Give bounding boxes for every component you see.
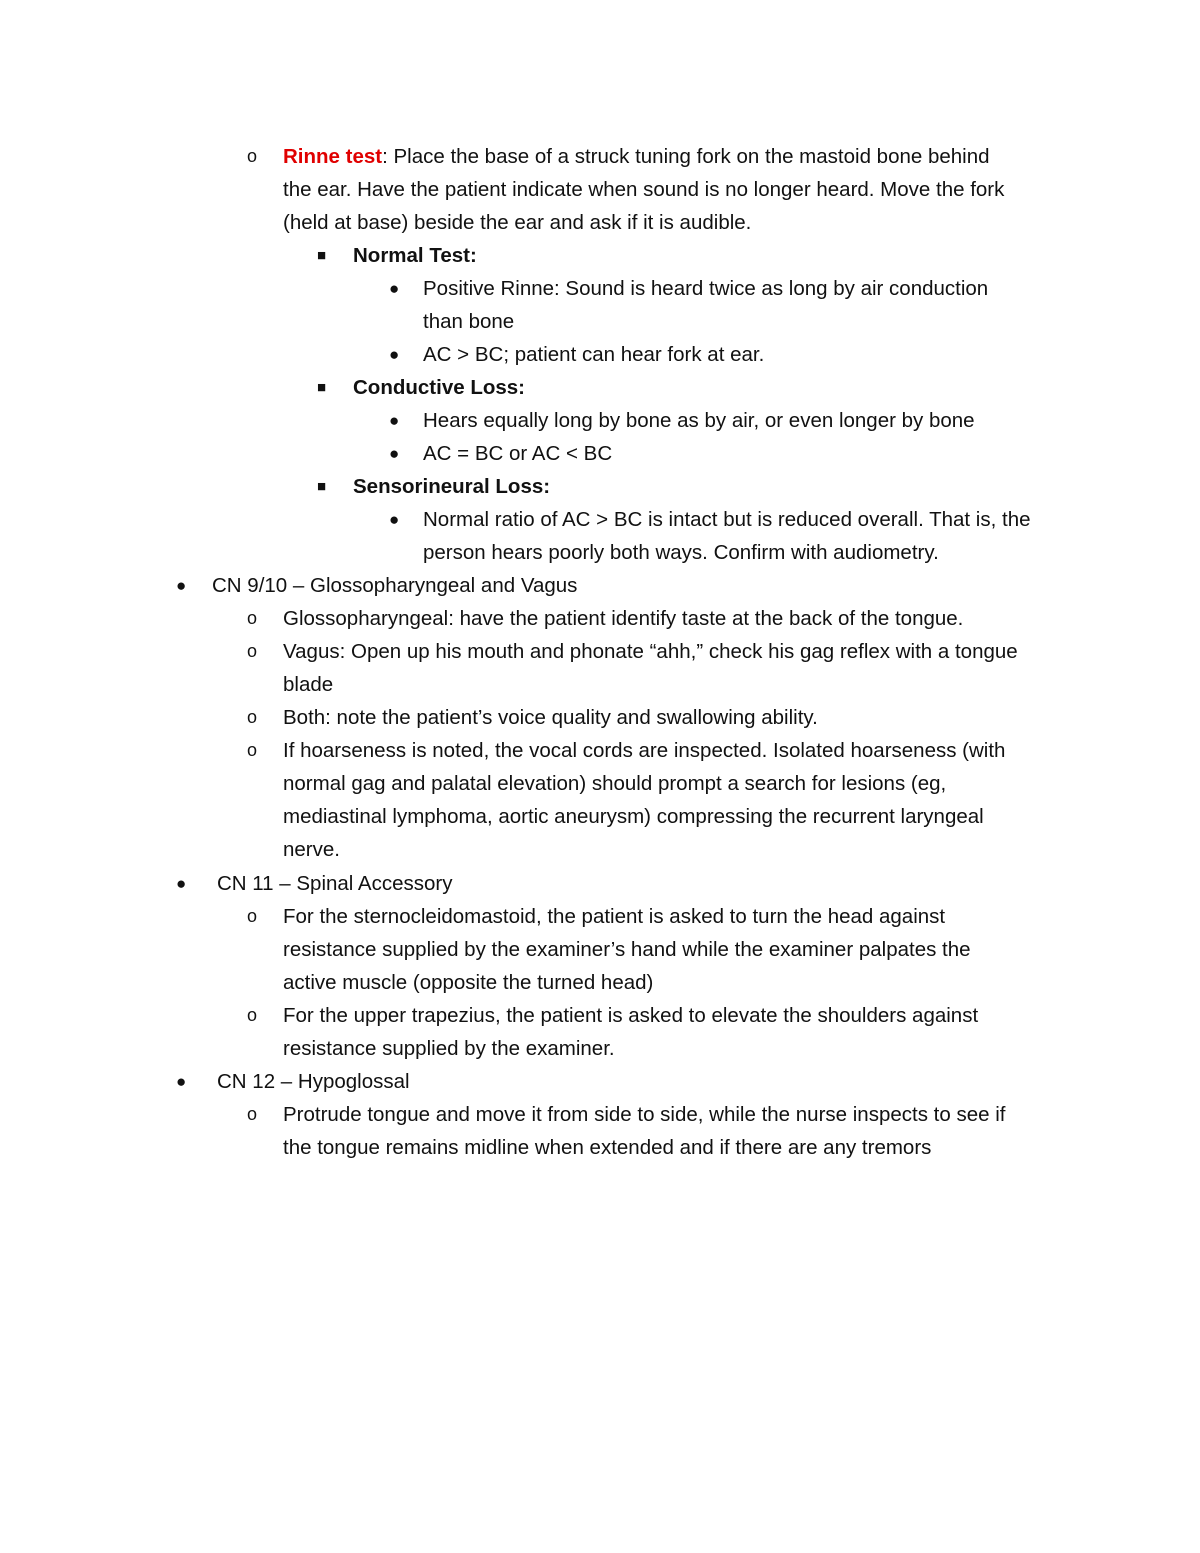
circle-bullet: o	[247, 1005, 258, 1025]
rinne-line-1	[283, 140, 990, 173]
disc-bullet: ●	[176, 576, 187, 595]
hoarseness-line-3: mediastinal lymphoma, aortic aneurysm) compressing the recurrent laryngeal	[283, 805, 984, 828]
trapezius-line-2: resistance supplied by the examiner.	[283, 1037, 615, 1060]
conductive-item-1: Hears equally long by bone as by air, or even longer by bone	[423, 409, 975, 432]
sensorineural-loss-heading: Sensorineural Loss:	[353, 475, 551, 498]
disc-bullet: ●	[176, 874, 187, 893]
sensorineural-item-1-line-2: person hears poorly both ways. Confirm with audiometry.	[423, 541, 939, 564]
conductive-loss-heading: Conductive Loss:	[353, 376, 525, 399]
hypoglossal-line-1: Protrude tongue and move it from side to side, while the nurse inspects to see if	[283, 1103, 1006, 1126]
disc-bullet: ●	[389, 279, 400, 298]
trapezius-line-1: For the upper trapezius, the patient is asked to elevate the shoulders against	[283, 1004, 979, 1027]
square-bullet: ■	[317, 478, 327, 495]
circle-bullet: o	[247, 740, 258, 760]
normal-item-1-line-1: Positive Rinne: Sound is heard twice as long by air conduction	[423, 277, 989, 300]
disc-bullet: ●	[389, 444, 400, 463]
sternocleidomastoid-line-2: resistance supplied by the examiner’s hand while the examiner palpates the	[283, 938, 971, 961]
vagus-line-1: Vagus: Open up his mouth and phonate “ahh,” check his gag reflex with a tongue	[283, 640, 1018, 663]
sensorineural-item-1-line-1: Normal ratio of AC > BC is intact but is reduced overall. That is, the	[423, 508, 1031, 531]
square-bullet: ■	[317, 247, 327, 264]
disc-bullet: ●	[389, 510, 400, 529]
circle-bullet: o	[247, 906, 258, 926]
circle-bullet: o	[247, 641, 258, 661]
rinne-text-1: : Place the base of a struck tuning fork on the mastoid bone behind	[382, 145, 990, 168]
square-bullet: ■	[317, 379, 327, 396]
disc-bullet: ●	[176, 1072, 187, 1091]
sternocleidomastoid-line-1: For the sternocleidomastoid, the patient is asked to turn the head against	[283, 905, 946, 928]
both-item: Both: note the patient’s voice quality and swallowing ability.	[283, 706, 818, 729]
conductive-item-2: AC = BC or AC < BC	[423, 442, 613, 465]
circle-bullet: o	[247, 608, 258, 628]
cn-9-10-heading: CN 9/10 – Glossopharyngeal and Vagus	[212, 574, 578, 597]
sternocleidomastoid-line-3: active muscle (opposite the turned head)	[283, 971, 654, 994]
normal-item-1-line-2: than bone	[423, 310, 515, 333]
rinne-test-label: Rinne test	[283, 145, 383, 168]
cn-11-heading: CN 11 – Spinal Accessory	[217, 872, 453, 895]
circle-bullet: o	[247, 1104, 258, 1124]
disc-bullet: ●	[389, 411, 400, 430]
cn-12-heading: CN 12 – Hypoglossal	[217, 1070, 410, 1093]
rinne-line-3: (held at base) beside the ear and ask if it is audible.	[283, 211, 752, 234]
hoarseness-line-1: If hoarseness is noted, the vocal cords are inspected. Isolated hoarseness (with	[283, 739, 1006, 762]
disc-bullet: ●	[389, 345, 400, 364]
hoarseness-line-4: nerve.	[283, 838, 340, 861]
normal-item-2: AC > BC; patient can hear fork at ear.	[423, 343, 765, 366]
normal-test-heading: Normal Test:	[353, 244, 477, 267]
glossopharyngeal-item: Glossopharyngeal: have the patient identify taste at the back of the tongue.	[283, 607, 964, 630]
vagus-line-2: blade	[283, 673, 334, 696]
circle-bullet: o	[247, 146, 258, 166]
hoarseness-line-2: normal gag and palatal elevation) should prompt a search for lesions (eg,	[283, 772, 947, 795]
rinne-line-2: the ear. Have the patient indicate when sound is no longer heard. Move the fork	[283, 178, 1005, 201]
circle-bullet: o	[247, 707, 258, 727]
hypoglossal-line-2: the tongue remains midline when extended and if there are any tremors	[283, 1136, 932, 1159]
